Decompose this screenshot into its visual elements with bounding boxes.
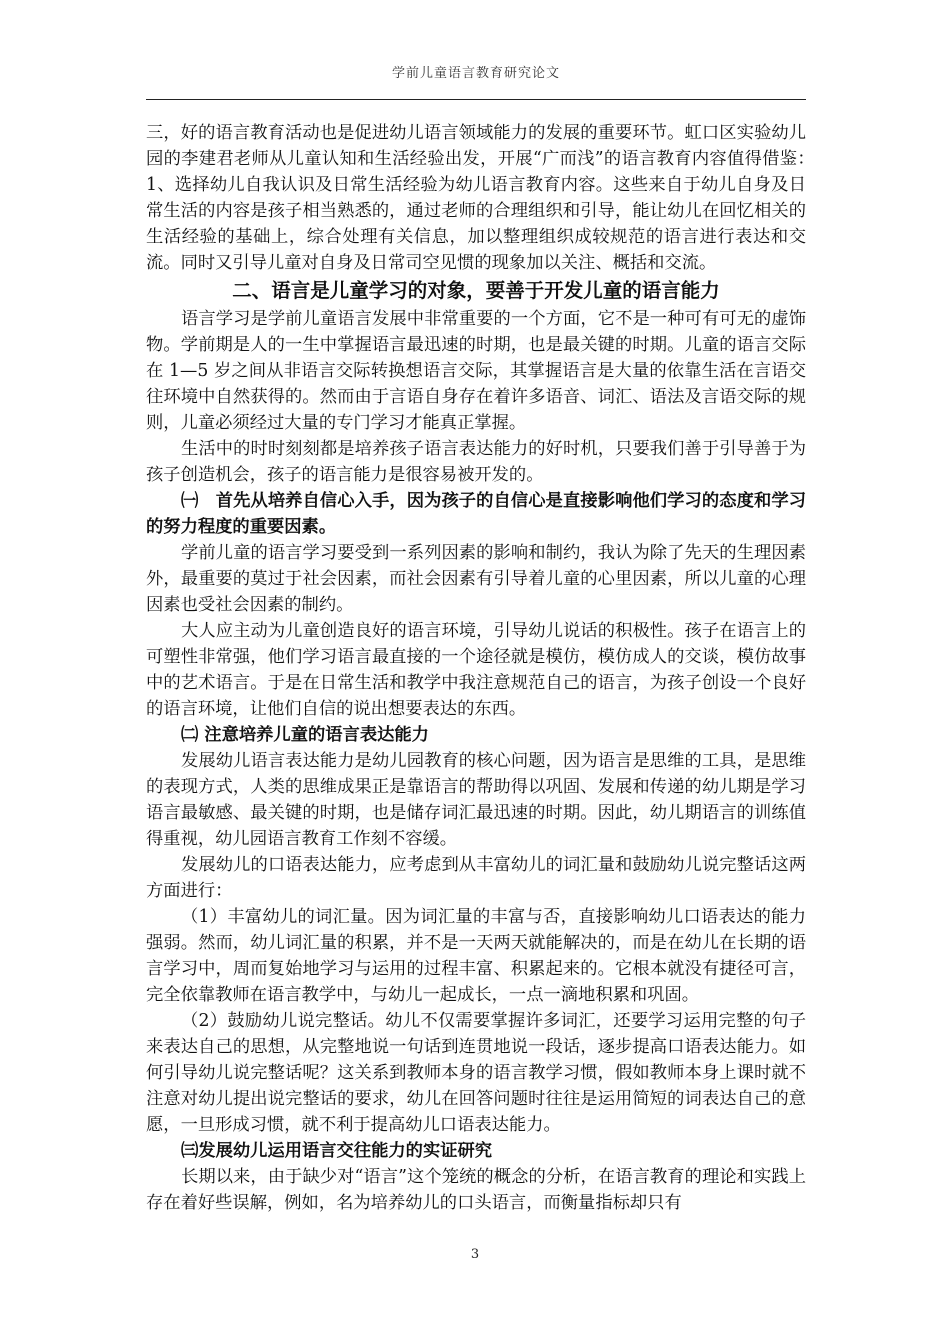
- paragraph: 三，好的语言教育活动也是促进幼儿语言领域能力的发展的重要环节。虹口区实验幼儿园的李建君老师从儿童认知和生活经验出发，开展“广而浅”的语言教育内容值得借鉴： 1、选择幼儿自我认识及日常生活经验为幼儿语言教育内容。这些来自于幼儿自身及日常生活的内容是孩子相当熟悉的，通过老师的合理组织和引导，能让幼儿在回忆相关的生活经验的基础上，综合处理有关信息，加以整理组织成较规范的语言进行表达和交流。同时又引导儿童对自身及日常司空见惯的现象加以关注、概括和交流。: [146, 123, 841, 273]
- paragraph: 生活中的时时刻刻都是培养孩子语言表达能力的好时机，只要我们善于引导善于为孩子创造机会，孩子的语言能力是很容易被开发的。: [146, 439, 806, 485]
- paragraph: 长期以来，由于缺少对“语言”这个笼统的概念的分析，在语言教育的理论和实践上存在着好些误解，例如，名为培养幼儿的口头语言，而衡量指标却只有: [146, 1167, 806, 1213]
- subsection-heading: ㈡ 注意培养儿童的语言表达能力: [181, 725, 429, 745]
- page-number: 3: [470, 1247, 480, 1262]
- paragraph: 大人应主动为儿童创造良好的语言环境，引导幼儿说话的积极性。孩子在语言上的可塑性非常强，他们学习语言最直接的一个途径就是模仿，模仿成人的交谈，模仿故事中的艺术语言。于是在日常生活和教学中我注意规范自己的语言，为孩子创设一个良好的语言环境，让他们自信的说出想要表达的东西。: [146, 621, 806, 719]
- subsection-heading: ㈠ 首先从培养自信心入手，因为孩子的自信心是直接影响他们学习的态度和学习的努力程度的重要因素。: [146, 491, 806, 537]
- paragraph: 学前儿童的语言学习要受到一系列因素的影响和制约，我认为除了先天的生理因素外，最重要的莫过于社会因素，而社会因素有引导着儿童的心里因素，所以儿童的心理因素也受社会因素的制约。: [146, 543, 806, 615]
- paragraph: （2）鼓励幼儿说完整话。幼儿不仅需要掌握许多词汇，还要学习运用完整的句子来表达自己的思想，从完整地说一句话到连贯地说一段话，逐步提高口语表达能力。如何引导幼儿说完整话呢？这关系到教师本身的语言教学习惯，假如教师本身上课时就不注意对幼儿提出说完整话的要求，幼儿在回答问题时往往是运用简短的词表达自己的意愿，一旦形成习惯，就不利于提高幼儿口语表达能力。: [146, 1011, 806, 1135]
- paragraph: 发展幼儿语言表达能力是幼儿园教育的核心问题，因为语言是思维的工具，是思维的表现方式，人类的思维成果正是靠语言的帮助得以巩固、发展和传递的幼儿期是学习语言最敏感、最关键的时期，也是储存词汇最迅速的时期。因此，幼儿期语言的训练值得重视，幼儿园语言教育工作刻不容缓。: [146, 751, 806, 849]
- paragraph: （1）丰富幼儿的词汇量。因为词汇量的丰富与否，直接影响幼儿口语表达的能力强弱。然而，幼儿词汇量的积累，并不是一天两天就能解决的，而是在幼儿在长期的语言学习中，周而复始地学习与运用的过程丰富、积累起来的。它根本就没有捷径可言，完全依靠教师在语言教学中，与幼儿一起成长，一点一滴地积累和巩固。: [146, 907, 806, 1005]
- header-divider: [146, 99, 806, 100]
- paragraph: 语言学习是学前儿童语言发展中非常重要的一个方面，它不是一种可有可无的虚饰物。学前期是人的一生中掌握语言最迅速的时期，也是最关键的时期。儿童的语言交际在 1—5 岁之间从非语言交际转换想语言交际，其掌握语言是大量的依靠生活在言语交往环境中自然获得的。然而由于言语自身存在着许多语音、词汇、语法及言语交际的规则，儿童必须经过大量的专门学习才能真正掌握。: [146, 309, 806, 433]
- page-body: [146, 120, 841, 1216]
- subsection-heading: ㈢发展幼儿运用语言交往能力的实证研究: [181, 1141, 493, 1161]
- section-heading: 二、语言是儿童学习的对象，要善于开发儿童的语言能力: [232, 279, 720, 302]
- paragraph: 发展幼儿的口语表达能力，应考虑到从丰富幼儿的词汇量和鼓励幼儿说完整话这两方面进行：: [146, 855, 806, 901]
- running-header: 学前儿童语言教育研究论文: [391, 66, 560, 81]
